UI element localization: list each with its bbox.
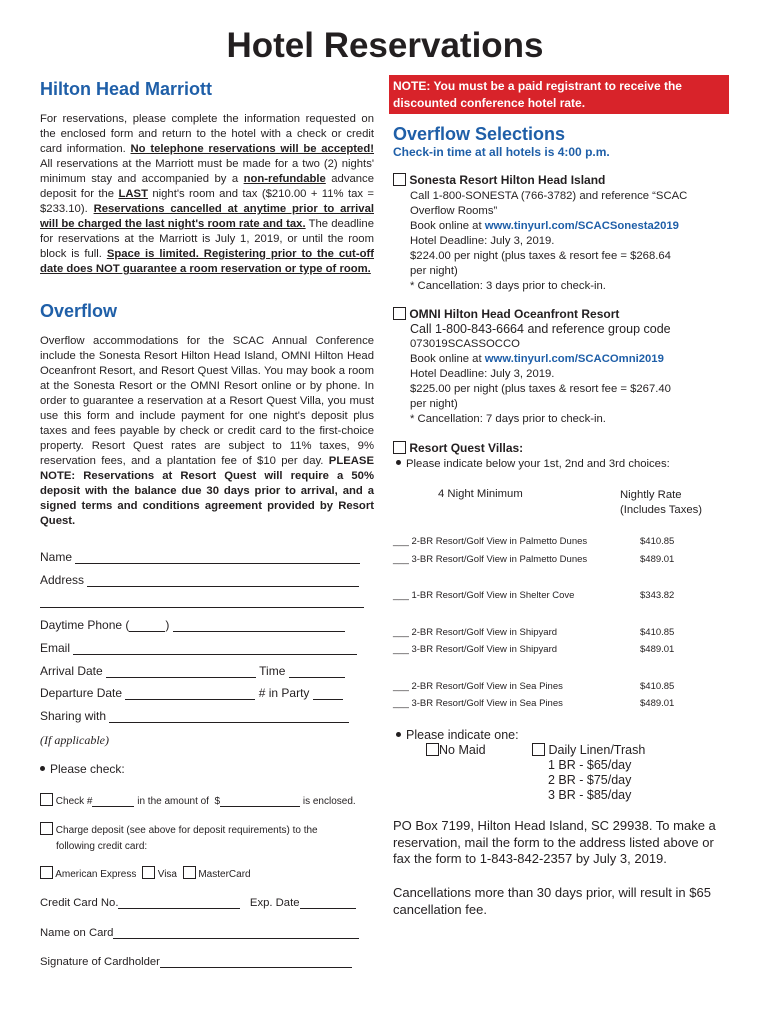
sonesta-line: per night): [410, 265, 458, 277]
omni-line: Call 1-800-843-6664 and reference group code: [410, 322, 671, 336]
sonesta-link[interactable]: www.tinyurl.com/SCACSonesta2019: [484, 220, 679, 232]
cc-no-label: Credit Card No.: [40, 897, 119, 909]
sonesta-details: [410, 189, 720, 294]
rate-label: ___ 3-BR Resort/Golf View in Sea Pines: [393, 698, 563, 709]
rate-label: ___ 3-BR Resort/Golf View in Shipyard: [393, 644, 558, 655]
charge-row: [40, 822, 318, 855]
omni-book-line: [410, 352, 720, 367]
rate-row[interactable]: [393, 536, 693, 547]
book-online-label: Book online at: [410, 220, 485, 232]
exp-field[interactable]: [300, 897, 356, 909]
rate-price: $410.85: [640, 536, 675, 547]
sonesta-title: Sonesta Resort Hilton Head Island: [409, 173, 606, 187]
visa-label: Visa: [157, 869, 177, 880]
bullet-icon: [40, 766, 45, 771]
rate-row[interactable]: [393, 590, 693, 601]
marriott-heading: Hilton Head Marriott: [40, 79, 213, 99]
email-label: Email: [40, 641, 71, 655]
rate-row[interactable]: [393, 681, 693, 692]
signature-field[interactable]: [160, 956, 352, 968]
name-field[interactable]: [75, 552, 360, 564]
daily-linen-label: Daily Linen/Trash: [548, 743, 646, 757]
check-amount-field[interactable]: [220, 797, 300, 807]
sonesta-line: Overflow Rooms”: [410, 205, 498, 217]
omni-details: [410, 322, 720, 427]
sonesta-book-line: [410, 219, 720, 234]
check-row: [40, 793, 356, 807]
indicate-one-row: [396, 728, 519, 742]
daily-linen-checkbox[interactable]: [532, 743, 545, 756]
sonesta-line: Call 1-800-SONESTA (766-3782) and reference “SCAC: [410, 190, 688, 202]
rate-row[interactable]: [393, 644, 693, 655]
please-check-row: [40, 762, 125, 776]
sonesta-checkbox[interactable]: [393, 173, 406, 186]
phone-label: Daytime Phone (: [40, 618, 130, 632]
omni-checkbox[interactable]: [393, 307, 406, 320]
email-field[interactable]: [73, 643, 357, 655]
phone-field[interactable]: [173, 620, 345, 632]
rate-label: ___ 3-BR Resort/Golf View in Palmetto Dunes: [393, 554, 588, 565]
rate-price: $410.85: [640, 681, 675, 692]
card-type-row: [40, 866, 251, 880]
mastercard-checkbox[interactable]: [183, 866, 196, 879]
arrival-field[interactable]: [106, 666, 256, 678]
note-banner: [389, 75, 729, 114]
sonesta-line: * Cancellation: 3 days prior to check-in.: [410, 280, 606, 292]
in-party-field[interactable]: [313, 688, 343, 700]
book-online-label: Book online at: [410, 353, 485, 365]
rate-price: $489.01: [640, 698, 675, 709]
check-label-a: Check #: [55, 796, 93, 807]
min-nights: 4 Night Minimum: [438, 488, 523, 500]
exp-label: Exp. Date: [249, 897, 300, 909]
email-row: [40, 641, 357, 655]
includes-taxes-label: (Includes Taxes): [620, 504, 703, 516]
bullet-icon: [396, 732, 401, 737]
check-number-field[interactable]: [92, 797, 134, 807]
check-checkbox[interactable]: [40, 793, 53, 806]
sonesta-line: Hotel Deadline: July 3, 2019.: [410, 235, 555, 247]
nightly-rate-header: [620, 488, 702, 518]
omni-line: $225.00 per night (plus taxes & resort fee = $267.40: [410, 383, 671, 395]
resort-quest-option: [393, 441, 523, 455]
rate-price: $489.01: [640, 644, 675, 655]
rate-label: ___ 2-BR Resort/Golf View in Palmetto Dunes: [393, 536, 588, 547]
omni-line: per night): [410, 398, 458, 410]
indicate-choices-label: Please indicate below your 1st, 2nd and 3rd choices:: [406, 458, 670, 470]
daily-linen-option: [532, 743, 645, 803]
please-check-label: Please check:: [50, 762, 125, 776]
check-label-b: in the amount of: [137, 796, 209, 807]
nightly-rate-label: Nightly Rate: [620, 489, 682, 501]
mailing-instructions: PO Box 7199, Hilton Head Island, SC 29938. To make a reservation, mail the form to the address listed above or fax the form to 1-843-842-2357 by July 3, 2019.: [393, 818, 716, 866]
omni-line: 073019SCASSOCCO: [410, 338, 520, 350]
charge-checkbox[interactable]: [40, 822, 53, 835]
rate-row[interactable]: [393, 698, 693, 709]
in-party-label: # in Party: [258, 686, 310, 700]
charge-label-1: Charge deposit (see above for deposit requirements) to the: [55, 825, 318, 836]
omni-line: Hotel Deadline: July 3, 2019.: [410, 368, 555, 380]
name-on-card-label: Name on Card: [40, 927, 114, 939]
resort-quest-checkbox[interactable]: [393, 441, 406, 454]
arrival-row: [40, 664, 345, 678]
br-rate: 1 BR - $65/day: [548, 758, 632, 772]
br-rate: 3 BR - $85/day: [548, 788, 632, 802]
overflow-heading: Overflow: [40, 301, 118, 321]
rate-row[interactable]: [393, 627, 693, 638]
rate-label: ___ 1-BR Resort/Golf View in Shelter Cove: [393, 590, 575, 601]
sonesta-line: $224.00 per night (plus taxes & resort fee = $268.64: [410, 250, 671, 262]
amex-checkbox[interactable]: [40, 866, 53, 879]
rate-price: $410.85: [640, 627, 675, 638]
omni-link[interactable]: www.tinyurl.com/SCACOmni2019: [484, 353, 664, 365]
time-field[interactable]: [289, 666, 345, 678]
resort-quest-indicate: [396, 458, 670, 470]
arrival-label: Arrival Date: [40, 664, 103, 678]
address-label: Address: [40, 573, 85, 587]
time-label: Time: [259, 664, 286, 678]
page-title: Hotel Reservations: [226, 26, 544, 65]
cc-row: [40, 897, 356, 909]
check-label-c: $: [214, 796, 221, 807]
marriott-paragraph: For reservations, please complete the information requested on the enclosed form and return to the hotel with a check or credit card information. No telephone reservations will be accepted! All reservations at the Marriott must be made for a two (2) nights' minimum stay and accompanied by a non-refundable advance deposit for the LAST night's room and tax ($210.00 + 11% tax = $233.10). Reservations cancelled at anytime prior to arrival will be charged the last night's room rate and tax. The deadline for reservations at the Marriott is July 1, 2019, or until the room block is full. Space is limited. Registering prior to the cut-off date does NOT guarantee a room reservation or type of room.: [40, 113, 375, 275]
sharing-label: Sharing with: [40, 709, 107, 723]
sonesta-option: [393, 173, 605, 187]
signature-label: Signature of Cardholder: [40, 956, 160, 968]
phone-row: [40, 618, 345, 632]
name-on-card-field[interactable]: [113, 927, 359, 939]
phone-paren-close: ): [165, 618, 170, 632]
indicate-one-label: Please indicate one:: [406, 728, 519, 742]
no-maid-option: [426, 743, 486, 757]
overflow-selections-heading: Overflow Selections: [393, 124, 566, 144]
note-line-2: discounted conference hotel rate.: [393, 96, 586, 110]
rate-label: ___ 2-BR Resort/Golf View in Shipyard: [393, 627, 558, 638]
omni-option: [393, 307, 619, 321]
omni-title: OMNI Hilton Head Oceanfront Resort: [409, 307, 620, 321]
signature-row: [40, 956, 352, 968]
checkin-note: Check-in time at all hotels is 4:00 p.m.: [393, 145, 610, 159]
address-field[interactable]: [87, 575, 359, 587]
rate-row[interactable]: [393, 554, 693, 565]
note-line-1: NOTE: You must be a paid registrant to receive the: [393, 79, 682, 93]
name-row: [40, 550, 360, 564]
br-rate: 2 BR - $75/day: [548, 773, 632, 787]
mastercard-label: MasterCard: [198, 869, 251, 880]
no-maid-checkbox[interactable]: [426, 743, 439, 756]
cancellation-policy: Cancellations more than 30 days prior, will result in $65 cancellation fee.: [393, 885, 711, 917]
rate-price: $343.82: [640, 590, 675, 601]
departure-label: Departure Date: [40, 686, 123, 700]
rate-label: ___ 2-BR Resort/Golf View in Sea Pines: [393, 681, 563, 692]
area-code-field[interactable]: [129, 620, 165, 632]
departure-row: [40, 686, 343, 700]
sharing-field[interactable]: [109, 711, 349, 723]
amex-label: American Express: [55, 869, 137, 880]
check-label-d: is enclosed.: [302, 796, 356, 807]
departure-field[interactable]: [125, 688, 255, 700]
sharing-row: [40, 709, 349, 723]
address-row: [40, 573, 359, 587]
name-label: Name: [40, 550, 73, 564]
visa-checkbox[interactable]: [142, 866, 155, 879]
omni-line: * Cancellation: 7 days prior to check-in.: [410, 413, 606, 425]
address-field-line2[interactable]: [40, 597, 364, 608]
overflow-paragraph: Overflow accommodations for the SCAC Annual Conference include the Sonesta Resort Hilton Head Island, OMNI Hilton Head Oceanfront Resort, and Resort Quest Villas. You may book a room at the Sonesta Resort or the OMNI Resort online or by phone. In order to guarantee a reservation at a Resort Quest Villa, you must use this form and include payment for one night's deposit plus taxes and fees payable by check or credit card to the first-choice property. Resort Quest rates are subject to 11% taxes, 9% reservation fees, and a plantation fee of $10 per day. PLEASE NOTE: Reservations at Resort Quest will require a 50% deposit with the balance due 30 days prior to arrival, and a signed terms and conditions agreement provided by Resort Quest.: [40, 335, 374, 527]
no-maid-label: No Maid: [439, 743, 486, 757]
name-on-card-row: [40, 927, 359, 939]
cc-no-field[interactable]: [118, 897, 240, 909]
rate-price: $489.01: [640, 554, 675, 565]
resort-quest-title: Resort Quest Villas:: [409, 441, 524, 455]
if-applicable: (If applicable): [40, 733, 109, 747]
bullet-icon: [396, 460, 401, 465]
charge-label-2: following credit card:: [56, 841, 148, 852]
